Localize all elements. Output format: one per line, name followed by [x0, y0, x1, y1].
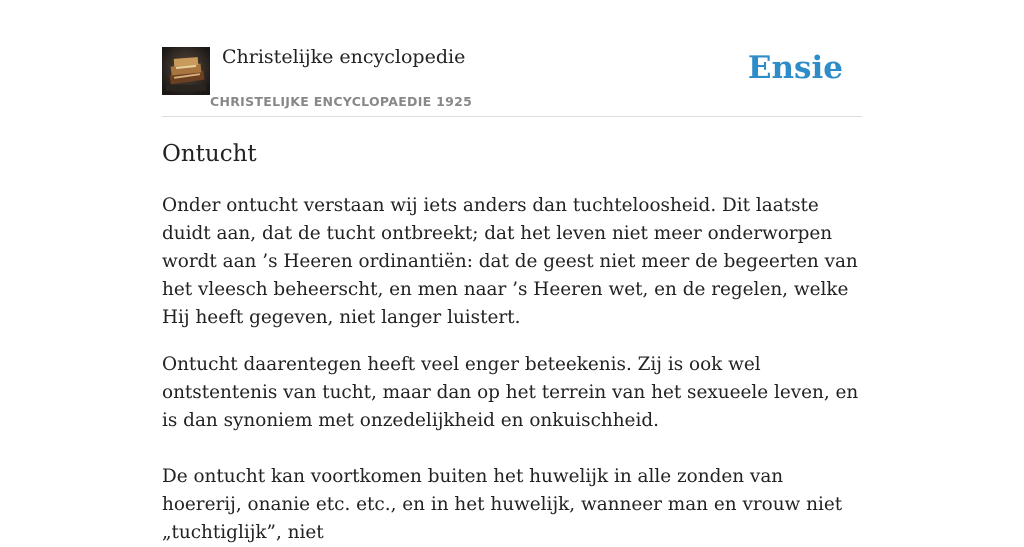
article-paragraph: De ontucht kan voortkomen buiten het huwelijk in alle zonden van hoererij, onanie etc. etc., en in het huwelijk, wanneer man en vrouw niet „tuchtiglijk”, niet [162, 466, 843, 543]
article-paragraph: Ontucht daarentegen heeft veel enger beteekenis. Zij is ook wel ontstentenis van tucht, maar dan op het terrein van het sexueele leven, en is dan synoniem met onzedelijkheid en onkuischheid. [162, 354, 859, 431]
site-subtitle[interactable]: CHRISTELIJKE ENCYCLOPAEDIE 1925 [210, 94, 473, 109]
encyclopedia-avatar[interactable] [162, 47, 210, 95]
book-stack-icon [162, 47, 210, 95]
ensie-logo-link[interactable]: Ensie [747, 50, 843, 86]
site-title[interactable]: Christelijke encyclopedie [222, 46, 466, 68]
article-title: Ontucht [162, 141, 257, 167]
article [162, 138, 864, 547]
article-paragraph: Onder ontucht verstaan wij iets anders dan tuchteloosheid. Dit laatste duidt aan, dat de tucht ontbreekt; dat het leven niet meer onderworpen wordt aan ’s Heeren ordinantiën: dat de geest niet meer de begeerten van het vleesch beheerscht, en men naar ’s Heeren wet, en de regelen, welke Hij heeft gegeven, niet langer luistert. [162, 195, 858, 328]
site-header [162, 36, 862, 117]
